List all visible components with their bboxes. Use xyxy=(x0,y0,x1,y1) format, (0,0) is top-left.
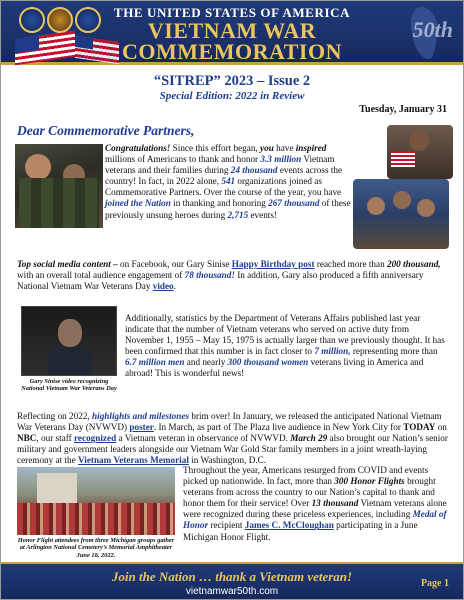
footer-banner xyxy=(1,562,463,600)
text-run: in thanking and honoring xyxy=(170,198,269,209)
stat-honor-flights: 300 Honor Flights xyxy=(334,476,405,487)
text-run: Throughout the year, Americans resurged from COVID and events picked up nationwide. In fact, more than xyxy=(183,465,429,487)
vietnam-veterans-memorial-link[interactable]: Vietnam Veterans Memorial xyxy=(77,455,189,466)
social-media-lead: Top social media content – xyxy=(17,259,118,269)
stat-reach: 200 thousand, xyxy=(386,259,441,269)
anniversary-number: 50th xyxy=(412,17,453,42)
text-run: events! xyxy=(248,209,277,220)
today-show-name: TODAY xyxy=(403,422,436,433)
paragraph-highlights xyxy=(17,411,449,466)
text-run: Vietnam veterans and their families during xyxy=(105,154,335,176)
text-run: a Vietnam veteran in observance of NVWVD. xyxy=(116,433,291,444)
stat-engagement: 78 thousand! xyxy=(184,270,235,281)
paragraph-va-statistics xyxy=(125,313,449,380)
text-run: reached more than xyxy=(314,259,387,269)
text-run: participating in a June Michigan Honor Flight. xyxy=(183,520,418,542)
emphasis-you: you xyxy=(260,143,274,153)
text-run: have xyxy=(273,143,296,153)
emphasis-medal-of-honor: Medal of Honor xyxy=(183,509,447,531)
gary-photo-caption: Gary Sinise video recognizing National Vietnam War Veterans Day xyxy=(21,378,117,393)
nvwvd-poster-link[interactable]: poster xyxy=(129,422,154,433)
issue-date: Tuesday, January 31 xyxy=(359,104,447,115)
text-run: Reflecting on 2022, xyxy=(17,411,93,421)
stat-veterans-7m: 7 million, xyxy=(314,346,351,357)
text-run: in Washington, D.C. xyxy=(188,455,267,466)
stat-men: 6.7 million men xyxy=(125,357,185,368)
text-run: also brought our Nation’s senior military and government leaders alongside our Vietnam War Gold Star family members in a joint wreath-laying ceremony at the xyxy=(17,433,448,466)
nbc-network-name: NBC xyxy=(17,433,37,444)
happy-birthday-post-link[interactable]: Happy Birthday post xyxy=(231,259,315,269)
soldiers-photo xyxy=(15,144,103,228)
text-run: In addition, Gary also produced a fifth anniversary National Vietnam War Veterans Day xyxy=(17,270,424,292)
emphasis-highlights: highlights and milestones xyxy=(92,411,190,421)
website-link[interactable]: vietnamwar50th.com xyxy=(185,586,279,597)
text-run: brought veterans from across the country to our Nation’s capital to thank and honor them for their service! Over xyxy=(183,476,436,509)
footer-slogan: Join the Nation … thank a Vietnam veteran! xyxy=(111,569,353,584)
stat-veterans-recognized: 13 thousand xyxy=(311,498,359,509)
text-run: brim over! In January, we released the anticipated National Vietnam War Veterans Day (NVWVD) xyxy=(17,411,442,433)
text-run: Vietnam veterans alone were recognized during these priceless experiences, including xyxy=(183,498,447,520)
text-run: veterans living in America and abroad! This is wonderful news! xyxy=(125,357,424,379)
recognized-veteran-link[interactable]: recognized xyxy=(74,433,117,444)
paragraph-congratulations xyxy=(105,143,353,221)
anniversary-video-link[interactable]: video xyxy=(152,281,174,292)
congrats-lead: Congratulations! xyxy=(105,143,171,153)
text-run: and nearly xyxy=(184,357,228,368)
text-run: of these previously unsung heroes during xyxy=(105,198,351,220)
james-mccloughan-link[interactable]: James C. McCloughan xyxy=(244,520,334,531)
stat-partners-2022: 541 xyxy=(221,176,236,187)
march-29-date: March 29 xyxy=(290,433,328,444)
banner-title-line1: VIETNAM WAR xyxy=(147,18,317,43)
anniversary-mark xyxy=(385,5,455,61)
text-run: Since this effort began, xyxy=(170,143,261,153)
paragraph-honor-flights xyxy=(183,465,449,543)
honor-flight-caption: Honor Flight attendees from three Michigan groups gather at Arlington National Cemetery’s Memorial Amphitheater June 18, 2022. xyxy=(17,537,175,559)
text-run: Additionally, statistics by the Department of Veterans Affairs published last year indicate that the number of Vietnam veterans who served on active duty from November 1, 1955 – May 15, 1975 is actually larger than we previously thought. It has been confirmed that this number is in fact closer to xyxy=(125,313,445,357)
greeting: Dear Commemorative Partners, xyxy=(17,123,195,138)
text-run: recipient xyxy=(208,520,245,531)
stat-veterans-total: 3.3 million xyxy=(260,154,302,165)
header-banner xyxy=(1,1,463,65)
stat-events-2022: 2,715 xyxy=(227,209,249,220)
banner-country-line: THE UNITED STATES OF AMERICA xyxy=(113,5,351,20)
newsletter-subtitle: Special Edition: 2022 in Review xyxy=(159,90,305,102)
emphasis-inspired: inspired xyxy=(295,143,327,153)
newsletter-title: “SITREP” 2023 – Issue 2 xyxy=(153,73,311,89)
text-run: representing more than xyxy=(350,346,438,357)
emphasis-joined-nation: joined the Nation xyxy=(105,198,171,209)
honor-flight-group-photo xyxy=(17,467,175,535)
banner-title-line2: COMMEMORATION xyxy=(122,39,342,64)
stat-women: 300 thousand women xyxy=(227,357,309,368)
text-run: events across the country! In fact, in 2022 alone, xyxy=(105,165,343,187)
stat-honored-2022: 267 thousand xyxy=(268,198,320,209)
text-run: . In March, as part of The Plaza live audience in New York City for xyxy=(153,422,404,433)
paragraph-social-media xyxy=(17,259,449,292)
page-number: Page 1 xyxy=(420,578,449,589)
veterans-group-photo xyxy=(353,179,449,249)
text-run: with an overall total audience engagement of xyxy=(17,270,185,281)
text-run: organizations joined as Commemorative Partners. Over the course of the year, you have xyxy=(105,176,342,198)
text-run: millions of Americans to thank and honor xyxy=(105,154,261,165)
text-run: . xyxy=(173,281,176,292)
text-run: , our staff xyxy=(36,433,74,444)
gary-sinise-video-thumbnail[interactable] xyxy=(21,306,117,376)
text-run: on xyxy=(435,422,447,433)
text-run: on Facebook, our Gary Sinise xyxy=(117,259,232,269)
stat-events-total: 24 thousand xyxy=(230,165,278,176)
veteran-flag-photo xyxy=(387,125,453,179)
